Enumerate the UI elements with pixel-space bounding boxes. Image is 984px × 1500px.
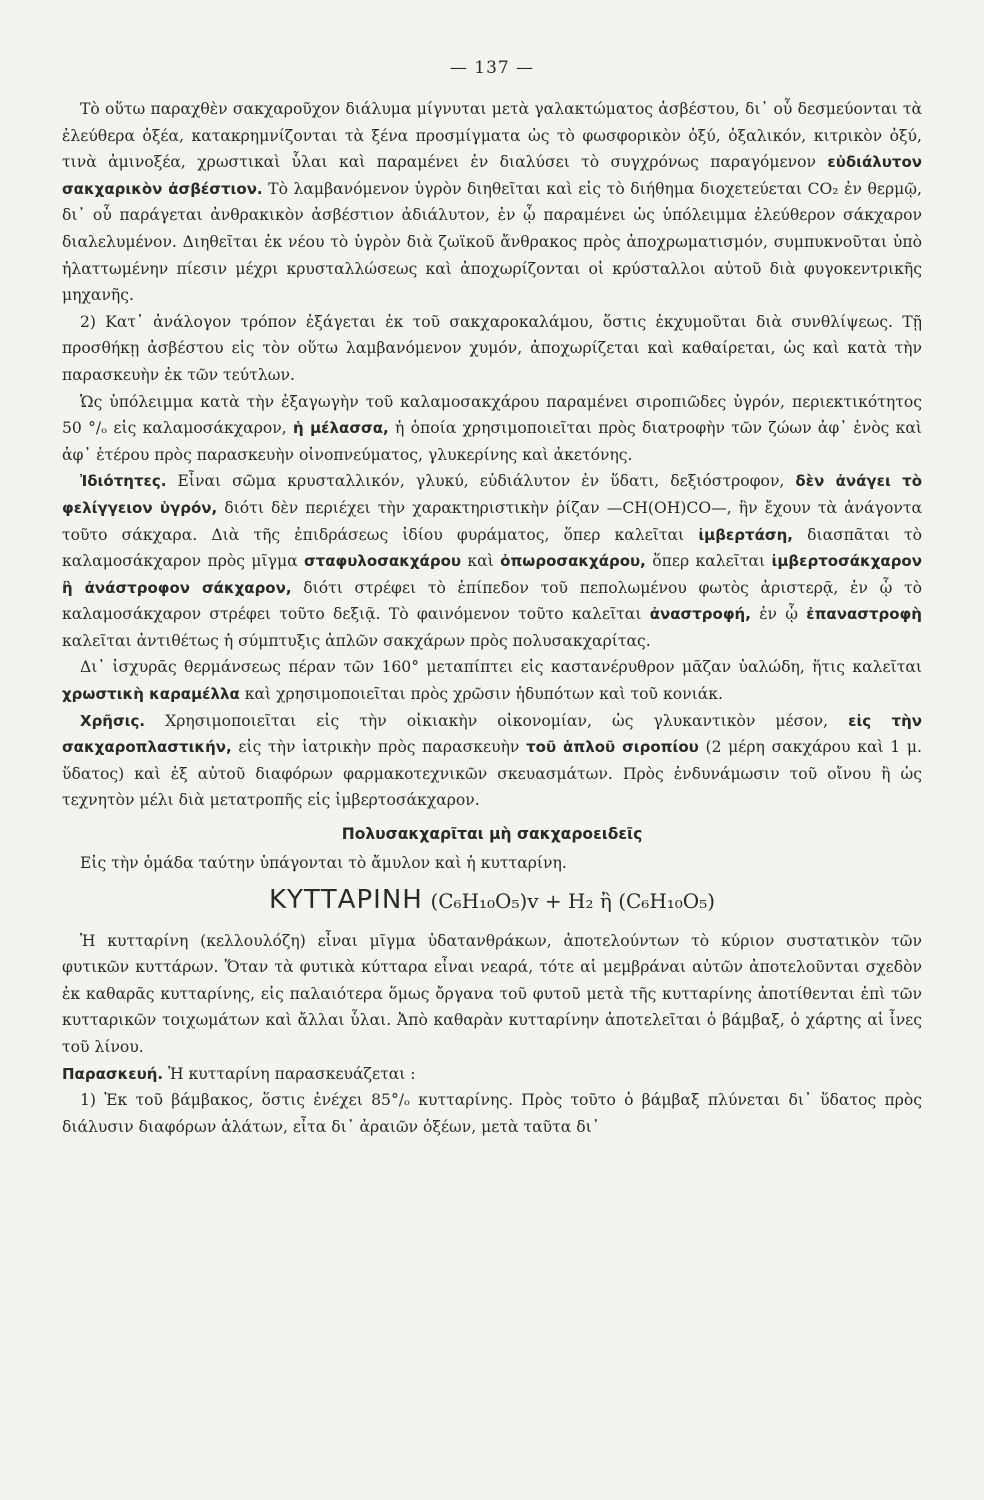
bold-term: χρωστικὴ καραμέλλα [62, 685, 240, 704]
paragraph-usage [62, 708, 922, 814]
title-word: ΚΥΤΤΑΡΙΝΗ [268, 884, 423, 915]
text: Χρησιμοποιεῖται εἰς τὴν οἰκιακὴν οἰκονομίαν, ὡς γλυκαντικὸν μέσον, [165, 711, 829, 730]
text: διότι στρέφει τὸ ἐπίπεδον τοῦ πεπολωμένου φωτὸς ἀριστερᾷ, ἐν ᾧ τὸ καλαμοσάκχαρον στρέφει τοῦτο δεξιᾷ. Τὸ φαινόμενον τοῦτο καλεῖται [62, 578, 922, 624]
bold-term: τοῦ ἁπλοῦ σιροπίου [526, 738, 699, 757]
bold-term: ὀπωροσακχάρου, [500, 552, 646, 571]
section-heading: Πολυσακχαρῖται μὴ σακχαροειδεῖς [341, 825, 643, 844]
bold-term: ἰμβερτοσάκχαρον ἢ ἀνάστροφον σάκχαρον, [62, 552, 922, 597]
page-number: — 137 — [449, 58, 535, 78]
paragraph-5 [62, 654, 922, 707]
bold-term: ἰμβερτάση, [698, 525, 793, 544]
text: Ἡ κυτταρίνη παρασκευάζεται : [168, 1064, 416, 1083]
text: διότι δὲν περιέχει τὴν χαρακτηριστικὴν ῥίζαν —CH(OH)CO—, ἣν ἔχουν τὰ ἀνάγοντα τοῦτο σάκχαρα. Διὰ τῆς ἐπιδράσεως ἰδίου φυράματος, ὅπερ καλεῖται [62, 498, 922, 544]
text: Ὡς ὑπόλειμμα κατὰ τὴν ἐξαγωγὴν τοῦ καλαμοσακχάρου παραμένει σιροπιῶδες ὑγρόν, περιεκτικότητος 50 °/ₒ εἰς καλαμοσάκχαρον, [62, 392, 922, 438]
text: εἰς τὴν ἰατρικὴν πρὸς παρασκευὴν [238, 738, 520, 757]
text: Εἶναι σῶμα κρυσταλλικόν, γλυκύ, εὐδιάλυτον ἐν ὕδατι, δεξιόστροφον, [177, 472, 785, 491]
bold-term: εἰς τὴν σακχαροπλαστικήν, [62, 711, 922, 757]
text: καλεῖται ἀντιθέτως ἡ σύμπτυξις ἁπλῶν σακχάρων πρὸς πολυσακχαρίτας. [62, 631, 651, 650]
bold-term: ἡ μέλασσα, [292, 419, 389, 438]
section-label: Χρῆσις. [80, 711, 146, 730]
text: καὶ [467, 552, 494, 571]
text: (2 μέρη σακχάρου καὶ 1 μ. ὕδατος) καὶ ἐξ αὐτοῦ διαφόρων φαρμακοτεχνικῶν σκευασμάτων. Πρὸς ἐνδυνάμωσιν τοῦ οἴνου ἢ ὡς τεχνητὸν μέλι διὰ μετατροπῆς εἰς ἰμβερτοσάκχαρον. [62, 738, 922, 810]
paragraph-preparation [62, 1061, 922, 1088]
paragraph-1 [62, 96, 922, 309]
bold-term: δὲν ἀνάγει τὸ φελίγγειον ὑγρόν, [62, 472, 922, 517]
bold-term: σταφυλοσακχάρου [304, 552, 462, 571]
section-label: Παρασκευή. [62, 1064, 164, 1083]
text: Τὸ οὕτω παραχθὲν σακχαροῦχον διάλυμα μίγνυται μετὰ γαλακτώματος ἀσβέστου, δι᾿ οὗ δεσμεύονται τὰ ἐλεύθερα ὀξέα, κατακρημνίζονται τὰ ξένα προσμίγματα ὡς τὸ φωσφορικὸν ὀξύ, ὀξαλικόν, κιτρικὸν ὀξύ, τινὰ ἀμινοξέα, χρωστικαὶ ὗλαι καὶ παραμένει ἐν διαλύσει τὸ συγχρόνως παραγόμενον [62, 100, 922, 172]
text: ὅπερ καλεῖται [652, 552, 766, 571]
text: ἡ ὁποία χρησιμοποιεῖται πρὸς διατροφὴν τῶν ζώων ἀφ᾿ ἑνὸς καὶ ἀφ᾿ ἑτέρου πρὸς παρασκευὴν οἰνοπνεύματος, γλυκερίνης καὶ ἀκετόνης. [62, 419, 922, 464]
section-label: Ἰδιότητες. [80, 472, 167, 491]
bold-term: ἐπαναστροφὴ [806, 605, 922, 624]
paragraph-8: Ἡ κυτταρίνη (κελλουλόζη) εἶναι μῖγμα ὑδατανθράκων, ἀποτελούντων τὸ κύριον συστατικὸν τῶν φυτικῶν κυττάρων. Ὅταν τὰ φυτικὰ κύτταρα εἶναι νεαρά, τότε αἱ μεμβράναι αὐτῶν ἀποτελοῦνται σχεδὸν ἐκ καθαρᾶς κυτταρίνης, εἰς παλαιότερα ὅμως ὄργανα τοῦ φυτοῦ μετὰ τῆς κυτταρίνης ἀποτίθενται ἐπὶ τῶν κυτταρικῶν τοιχωμάτων καὶ ἄλλαι ὗλαι. Ἀπὸ καθαρὰν κυτταρίνην ἀποτελεῖται ὁ βάμβαξ, ὁ χάρτης αἱ ἶνες τοῦ λίνου. [62, 931, 922, 1056]
cellulose-title [62, 883, 922, 918]
text: ἐν ᾧ [759, 605, 798, 624]
paragraph-2: 2) Κατ᾿ ἀνάλογον τρόπον ἐξάγεται ἐκ τοῦ σακχαροκαλάμου, ὅστις ἐκχυμοῦται διὰ συνθλίψεως. Τῇ προσθήκῃ ἀσβέστου εἰς τὸν οὕτω λαμβανόμενον χυμόν, ἀποχωρίζεται καὶ καθαίρεται, ὡς καὶ κατὰ τὴν παρασκευὴν ἐκ τῶν τεύτλων. [62, 312, 922, 384]
bold-term: ἀναστροφή, [649, 605, 751, 624]
text: διασπᾶται τὸ καλαμοσάκχαρον πρὸς μῖγμα [62, 525, 922, 571]
paragraph-10: 1) Ἐκ τοῦ βάμβακος, ὅστις ἐνέχει 85°/ₒ κυτταρίνης. Πρὸς τοῦτο ὁ βάμβαξ πλύνεται δι᾿ ὕδατος πρὸς διάλυσιν διαφόρων ἁλάτων, εἶτα δι᾿ ἀραιῶν ὀξέων, μετὰ ταῦτα δι᾿ [62, 1091, 922, 1136]
paragraph-properties [62, 468, 922, 654]
text: Τὸ λαμβανόμενον ὑγρὸν διηθεῖται καὶ εἰς τὸ διήθημα διοχετεύεται CO₂ ἐν θερμῷ, δι᾿ οὗ παράγεται ἀνθρακικὸν ἀσβέστιον ἀδιάλυτον, ἐν ᾧ παραμένει ὡς ὑπόλειμμα ἐλεύθερον σάκχαρον διαλελυμένον. Διηθεῖται ἐκ νέου τὸ ὑγρὸν διὰ ζωϊκοῦ ἄνθρακος πρὸς ἀποχρωματισμόν, συμπυκνοῦται ὑπὸ ἠλαττωμένην πίεσιν μέχρι κρυσταλλώσεως καὶ ἀποχωρίζονται οἱ κρύσταλλοι αὐτοῦ διὰ φυγοκεντρικῆς μηχανῆς. [62, 179, 922, 305]
text: καὶ χρησιμοποιεῖται πρὸς χρῶσιν ἡδυπότων καὶ τοῦ κονιάκ. [244, 685, 723, 704]
paragraph-7: Εἰς τὴν ὁμάδα ταύτην ὑπάγονται τὸ ἄμυλον καὶ ἡ κυτταρίνη. [80, 854, 567, 873]
text: Δι᾿ ἰσχυρᾶς θερμάνσεως πέραν τῶν 160° μεταπίπτει εἰς καστανέρυθρον μᾶζαν ὑαλώδη, ἥτις καλεῖται [80, 658, 922, 677]
title-formula: (C₆H₁₀O₅)v + H₂ ἢ (C₆H₁₀O₅) [430, 888, 716, 913]
bold-term: εὐδιάλυτον σακχαρικὸν ἀσβέστιον. [62, 153, 922, 198]
paragraph-3 [62, 389, 922, 469]
